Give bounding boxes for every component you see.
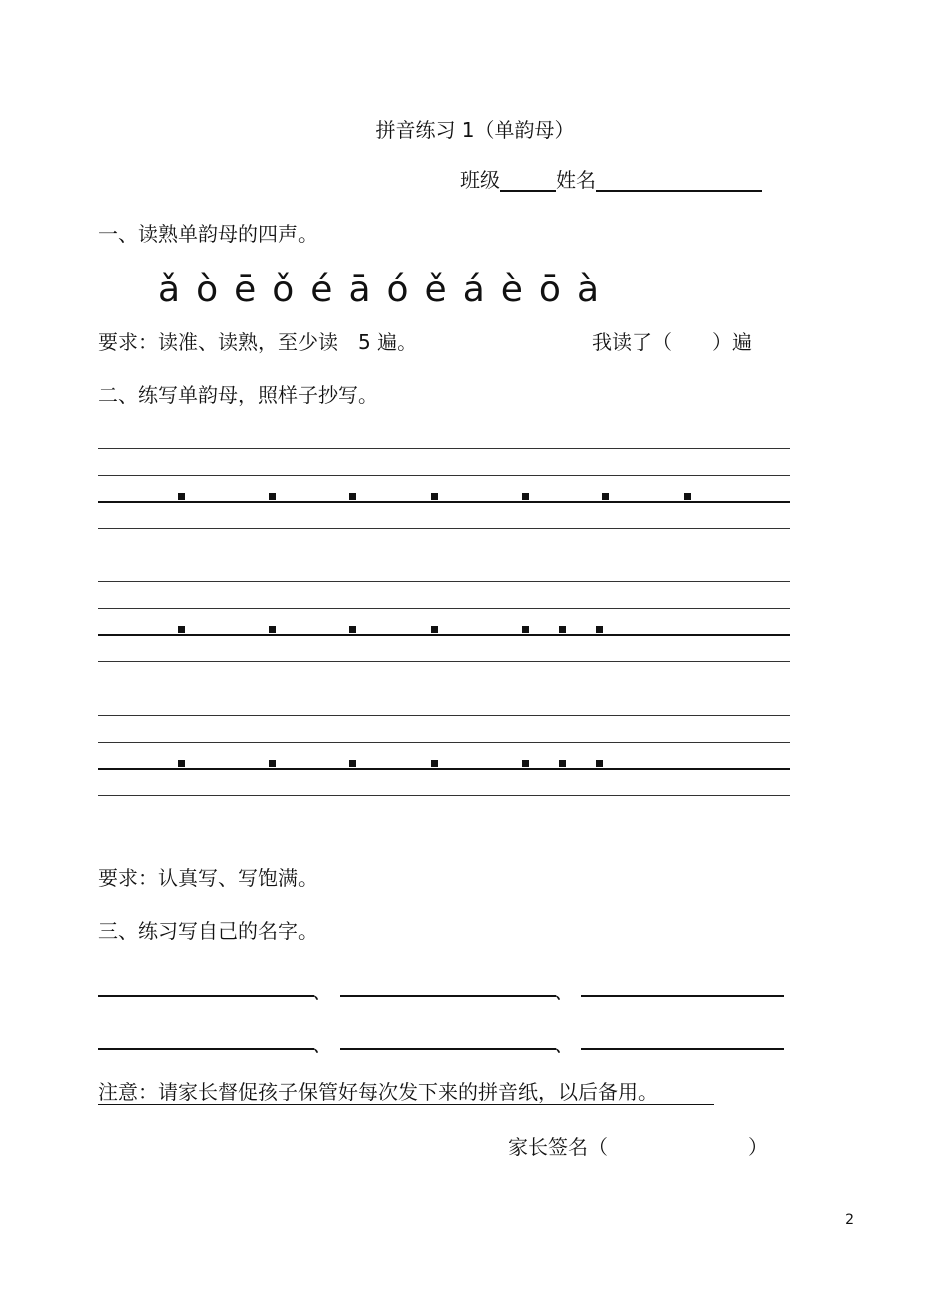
sample-letter-dot (522, 760, 529, 767)
read-count-field[interactable]: 我读了（ ）遍 (592, 330, 752, 354)
sample-letter-dot (431, 626, 438, 633)
section2-heading: 二、练写单韵母，照样子抄写。 (98, 383, 378, 407)
name-blank-line[interactable] (98, 1048, 314, 1050)
pinyin-tones-row (158, 268, 615, 312)
student-info (460, 168, 762, 192)
name-blank-line[interactable] (98, 995, 314, 997)
parent-notice: 注意：请家长督促孩子保管好每次发下来的拼音纸，以后备用。 (98, 1080, 714, 1105)
sample-letter-dot (349, 760, 356, 767)
writing-guide-line (98, 768, 790, 770)
pinyin-vowel: ō (538, 269, 561, 310)
pinyin-vowel: ē (234, 269, 257, 310)
sample-letter-dot (559, 760, 566, 767)
writing-guide-line (98, 528, 790, 529)
pinyin-vowel: ǎ (158, 269, 181, 310)
sample-letter-dot (178, 760, 185, 767)
page-title: 拼音练习 1（单韵母） (375, 118, 575, 142)
writing-guide-line (98, 795, 790, 796)
sample-letter-dot (522, 493, 529, 500)
sample-letter-dot (349, 626, 356, 633)
pinyin-vowel: á (462, 269, 485, 310)
writing-guide-line (98, 475, 790, 476)
sample-letter-dot (269, 760, 276, 767)
sample-letter-dot (684, 493, 691, 500)
name-label: 姓名 (556, 168, 596, 192)
writing-requirement: 要求：认真写、写饱满。 (98, 866, 318, 890)
name-blank-line[interactable] (581, 995, 784, 997)
parent-signature-field[interactable]: 家长签名（ ） (508, 1135, 768, 1159)
sample-letter-dot (602, 493, 609, 500)
pinyin-vowel: ě (424, 269, 447, 310)
name-separator: 、 (554, 979, 574, 1003)
class-label: 班级 (460, 168, 500, 192)
name-separator: 、 (312, 979, 332, 1003)
name-field[interactable] (596, 168, 762, 192)
section3-heading: 三、练习写自己的名字。 (98, 919, 318, 943)
name-blank-line[interactable] (340, 1048, 556, 1050)
sample-letter-dot (559, 626, 566, 633)
pinyin-vowel: é (310, 269, 333, 310)
writing-guide-line (98, 742, 790, 743)
name-blank-line[interactable] (581, 1048, 784, 1050)
sample-letter-dot (596, 760, 603, 767)
sample-letter-dot (178, 493, 185, 500)
writing-guide-line (98, 661, 790, 662)
writing-guide-line (98, 581, 790, 582)
writing-guide-line (98, 501, 790, 503)
writing-guide-line (98, 608, 790, 609)
name-separator: 、 (312, 1032, 332, 1056)
sample-letter-dot (269, 493, 276, 500)
sample-letter-dot (431, 760, 438, 767)
sample-letter-dot (522, 626, 529, 633)
name-blank-line[interactable] (340, 995, 556, 997)
page-number: 2 (845, 1212, 854, 1228)
pinyin-vowel: ā (348, 269, 371, 310)
pinyin-vowel: à (576, 269, 599, 310)
sample-letter-dot (431, 493, 438, 500)
pinyin-vowel: ó (386, 269, 409, 310)
pinyin-vowel: è (500, 269, 523, 310)
reading-requirement: 要求：读准、读熟，至少读 5 遍。 (98, 330, 418, 354)
writing-guide-line (98, 715, 790, 716)
name-separator: 、 (554, 1032, 574, 1056)
sample-letter-dot (178, 626, 185, 633)
sample-letter-dot (269, 626, 276, 633)
class-field[interactable] (500, 168, 556, 192)
sample-letter-dot (349, 493, 356, 500)
writing-guide-line (98, 448, 790, 449)
pinyin-vowel: ò (196, 269, 219, 310)
section1-heading: 一、读熟单韵母的四声。 (98, 222, 318, 246)
writing-guide-line (98, 634, 790, 636)
pinyin-vowel: ǒ (272, 269, 295, 310)
sample-letter-dot (596, 626, 603, 633)
